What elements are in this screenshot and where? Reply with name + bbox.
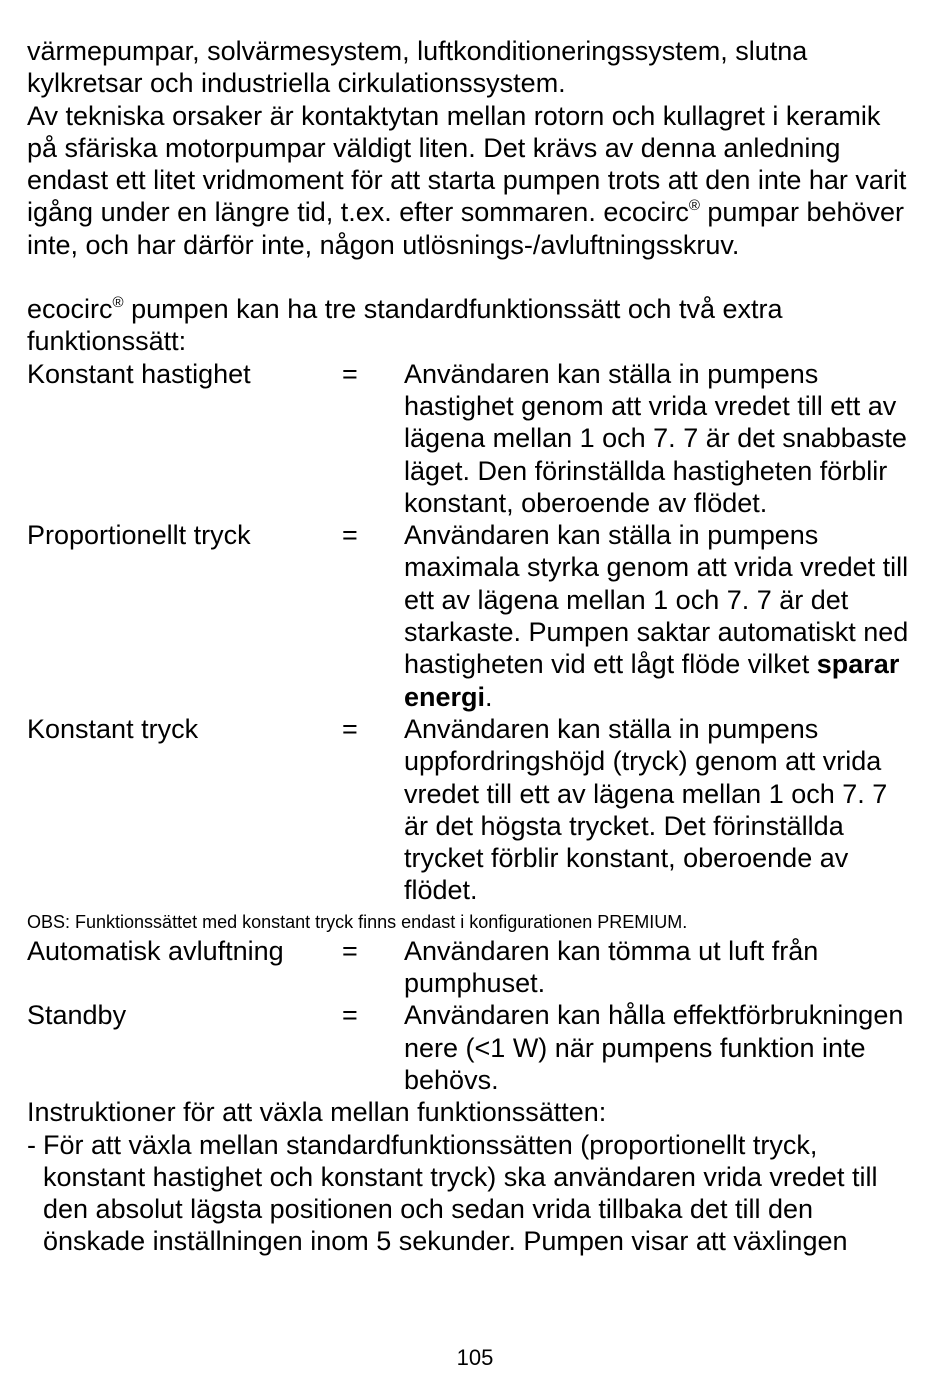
equals-sign: =	[342, 713, 358, 744]
instructions-heading: Instruktioner för att växla mellan funktionssätten:	[27, 1097, 607, 1128]
intro-paragraph-2	[27, 100, 917, 261]
intro-paragraph-1: värmepumpar, solvärmesystem, luftkonditioneringssystem, slutna kylkretsar och industriella cirkulationssystem.	[27, 36, 808, 99]
mode-description: Användaren kan tömma ut luft från pumphuset.	[404, 935, 819, 999]
mode-description: Användaren kan ställa in pumpens hastighet genom att vrida vredet till ett av lägena mellan 1 och 7. 7 är det snabbaste läget. Den förinställda hastigheten förblir konstant, oberoende av flödet.	[404, 358, 907, 518]
mode-name: Standby	[27, 1000, 127, 1031]
instruction-item	[27, 1129, 917, 1258]
intro-paragraph-2-text: Av tekniska orsaker är kontaktytan mellan rotorn och kullagret i keramik på sfäriska motorpumpar väldigt liten. Det krävs av denna anledning endast ett litet vridmoment för att starta pumpen trots att den inte har varit igång under en längre tid, t.ex. efter sommaren. ecocirc	[27, 100, 907, 228]
mode-row	[27, 999, 917, 1096]
modes-list	[27, 358, 917, 907]
intro-paragraph-2-text-end: pumpar behöver inte, och har därför inte, någon utlösnings-/avluftningsskruv.	[27, 197, 905, 260]
intro-section	[27, 35, 917, 261]
premium-note: OBS: Funktionssättet med konstant tryck finns endast i konfigurationen PREMIUM.	[27, 911, 688, 932]
page-number: 105	[456, 1345, 494, 1370]
mode-description-emphasis: sparar energi	[404, 649, 900, 712]
mode-name: Konstant tryck	[27, 713, 199, 744]
mode-description: Användaren kan hålla effektförbrukningen nere (<1 W) när pumpens funktion inte behövs.	[404, 1000, 904, 1095]
mode-name: Konstant hastighet	[27, 358, 251, 389]
page-body	[27, 35, 917, 1258]
mode-description-text: Användaren kan ställa in pumpens maximala styrka genom att vrida vredet till ett av lägena mellan 1 och 7. 7 är det starkaste. Pumpen saktar automatiskt ned hastigheten vid ett lågt flöde vilket	[404, 520, 909, 680]
mode-row	[27, 519, 917, 713]
brand-name: ecocirc	[27, 294, 113, 325]
mode-row	[27, 713, 917, 907]
mode-row	[27, 358, 917, 519]
instructions-section	[27, 1096, 917, 1257]
extra-modes-list	[27, 935, 917, 1096]
mode-row	[27, 935, 917, 1000]
instruction-text: För att växla mellan standardfunktionssätten (proportionellt tryck, konstant hastighet och konstant tryck) ska användaren vrida vredet till den absolut lägsta positionen och sedan vrida tillbaka det till den önskade inställningen inom 5 sekunder. Pumpen visar att växlingen	[43, 1129, 878, 1257]
modes-intro-paragraph	[27, 293, 917, 358]
registered-mark: ®	[688, 197, 700, 215]
modes-intro	[27, 293, 917, 358]
equals-sign: =	[342, 1000, 358, 1031]
mode-description: Användaren kan ställa in pumpens uppfordringshöjd (tryck) genom att vrida vredet till ett av lägena mellan 1 och 7. 7 är det högsta trycket. Det förinställda trycket förblir konstant, oberoende av flödet.	[404, 713, 888, 906]
list-dash: -	[27, 1129, 36, 1160]
equals-sign: =	[342, 358, 358, 389]
mode-name: Proportionellt tryck	[27, 520, 251, 551]
mode-description	[404, 519, 909, 713]
paragraph-gap	[27, 261, 917, 293]
mode-name: Automatisk avluftning	[27, 935, 284, 966]
modes-intro-text: pumpen kan ha tre standardfunktionssätt och två extra funktionssätt:	[27, 294, 783, 357]
equals-sign: =	[342, 935, 358, 966]
equals-sign: =	[342, 520, 358, 551]
registered-mark: ®	[112, 294, 124, 312]
mode-description-end: .	[485, 681, 493, 712]
